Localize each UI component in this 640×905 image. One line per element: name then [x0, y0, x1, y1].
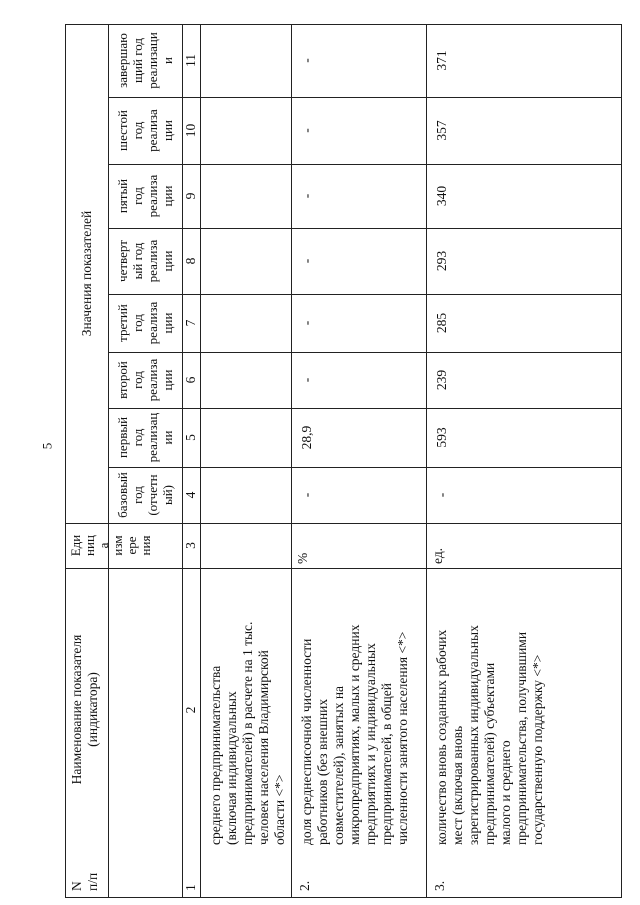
col-number: 8 [183, 257, 198, 265]
indicator-name: количество вновь созданных рабочих мест (включая вновь зарегистрированных индивидуальных предпринимателей) субъектами малого и среднего предпринимательства, получившими государственную поддержку <*> [434, 625, 545, 845]
col-number-11 [182, 24, 200, 97]
year-header-2 [108, 408, 182, 467]
indicator-value: 371 [434, 50, 449, 71]
header-cell-name [65, 568, 108, 851]
col-number-7 [182, 294, 200, 352]
col-number-8 [182, 228, 200, 294]
table-row-2-value-4 [291, 294, 426, 352]
unit-value: ед. [430, 547, 445, 564]
unit-value: % [295, 552, 310, 564]
table-row-3-value-5 [426, 228, 621, 294]
col-number: 11 [183, 54, 198, 67]
col-number-2 [182, 568, 200, 852]
year-header-4 [108, 294, 182, 352]
table-row-3-value-1 [426, 467, 621, 523]
col-number: 3 [183, 542, 198, 549]
indicator-value: 28,9 [299, 425, 314, 450]
indicator-value: - [299, 58, 314, 63]
row-number: 2. [297, 880, 312, 891]
col-number: 4 [183, 491, 198, 499]
col-number: 2 [183, 706, 198, 714]
col-number-9 [182, 164, 200, 228]
table-row-3-value-2 [426, 408, 621, 467]
table-row-2-value-2 [291, 408, 426, 467]
year-header-6 [108, 164, 182, 228]
indicator-value: 357 [434, 120, 449, 141]
table-row-3-value-7 [426, 97, 621, 164]
row-number: 3. [432, 880, 447, 891]
indicator-value: - [299, 377, 314, 383]
grid-line [621, 24, 622, 898]
header-name: Наименование показателя (индикатора) [69, 634, 100, 785]
year-header-8 [108, 24, 182, 97]
year-header-label: первый год реализац ии [115, 412, 175, 463]
year-header-label: третий год реализа ции [115, 301, 175, 345]
col-number-6 [182, 352, 200, 408]
col-number-10 [182, 97, 200, 164]
header-num: N п/п [69, 872, 100, 891]
year-header-label: второй год реализа ции [115, 358, 175, 402]
table-row-3-value-8 [426, 24, 621, 97]
col-number-4 [182, 467, 200, 523]
year-header-label: пятый год реализа ции [115, 174, 175, 218]
col-number: 9 [183, 192, 198, 200]
year-header-label: шестой год реализа ции [115, 109, 175, 152]
indicator-value: - [299, 258, 314, 264]
col-number: 1 [183, 884, 198, 891]
year-header-3 [108, 352, 182, 408]
header-cell-values-group [65, 24, 108, 523]
table-row-1-num [182, 851, 200, 897]
table-row-2-value-8 [291, 24, 426, 97]
table-row-2-value-1 [291, 467, 426, 523]
table-row-3-value-6 [426, 164, 621, 228]
col-number: 5 [183, 434, 198, 441]
indicator-value: - [299, 128, 314, 133]
page-number: 5 [39, 442, 55, 450]
table-row-2-value-6 [291, 164, 426, 228]
table-row-2-value-3 [291, 352, 426, 408]
table-row-3-value-4 [426, 294, 621, 352]
indicator-name: доля среднесписочной численности работников (без внешних совместителей), занятых на микропредприятиях, малых и средних предприятиях и у индивидуальных предпринимателей, в общей численности занятого населения <*> [299, 624, 410, 845]
table-row-2-name [291, 568, 426, 851]
indicator-value: 340 [434, 185, 449, 207]
year-header-1 [108, 467, 182, 523]
year-header-7 [108, 97, 182, 164]
indicator-value: - [299, 492, 314, 498]
table-row-3-value-3 [426, 352, 621, 408]
year-header-5 [108, 228, 182, 294]
table-row-3-num [426, 851, 621, 897]
table-row-1-name [200, 568, 291, 851]
indicator-value: 239 [434, 369, 449, 391]
col-number-5 [182, 408, 200, 467]
col-number: 7 [183, 319, 198, 327]
table-row-3-unit [426, 523, 621, 568]
indicator-value: 593 [434, 427, 449, 448]
indicator-value: 293 [434, 250, 449, 272]
header-values-group: Значения показателей [78, 210, 94, 337]
col-number: 10 [183, 123, 198, 138]
indicator-value: - [434, 492, 449, 498]
table-row-2-num [291, 851, 426, 897]
col-number-3 [182, 523, 200, 568]
year-header-label: базовый год (отчетн ый) [115, 472, 175, 518]
indicator-value: - [299, 193, 314, 199]
table-row-2-value-7 [291, 97, 426, 164]
indicator-value: - [299, 320, 314, 326]
indicator-value: 285 [434, 312, 449, 334]
header-unit: Еди ниц а изм ере ния [68, 534, 153, 557]
year-header-label: четверт ый год реализа ции [115, 239, 175, 283]
indicator-name: среднего предпринимательства (включая индивидуальных предпринимателей) в расчете на 1 тыс. человек населения Владимирской области <*> [208, 621, 287, 845]
table-row-2-value-5 [291, 228, 426, 294]
col-number: 6 [183, 376, 198, 384]
year-header-label: завершаю щий год реализаци и [115, 32, 175, 89]
grid-line [65, 897, 622, 898]
table-row-3-name [426, 568, 621, 851]
header-cell-unit [65, 523, 182, 568]
table-row-2-unit [291, 523, 426, 568]
